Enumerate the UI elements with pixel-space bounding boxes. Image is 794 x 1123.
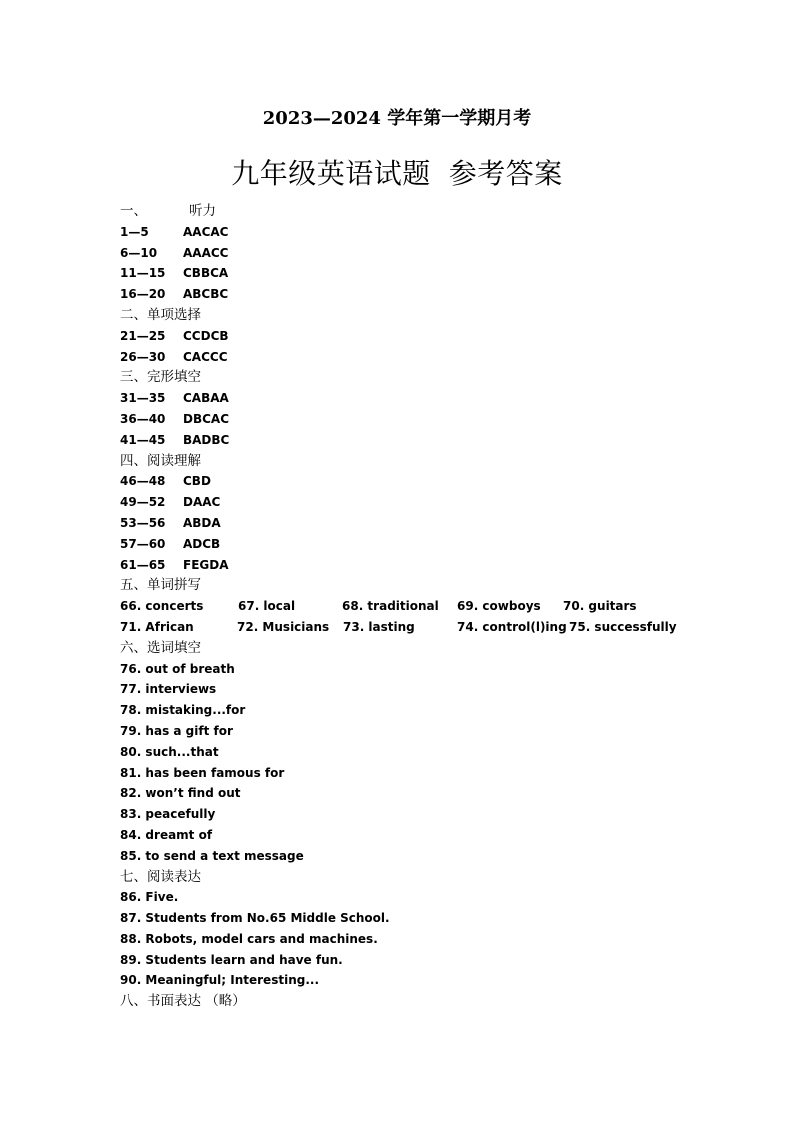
answer-item: 90. Meaningful; Interesting... [120, 973, 319, 988]
answer-row: 16—20 ABCBC [120, 287, 229, 302]
answer-item: 81. has been famous for [120, 765, 285, 780]
answer-row: 53—56 ABDA [120, 515, 221, 530]
answer-row: 21—25 CCDCB [120, 328, 229, 343]
answer-row: 31—35 CABAA [120, 391, 229, 406]
answer-item: 86. Five. [120, 890, 179, 905]
section-heading-reading-expression: 七、阅读表达 [120, 868, 201, 885]
answer-item: 80. such...that [120, 744, 219, 759]
section-heading-spelling: 五、单词拼写 [120, 577, 201, 594]
answer-item: 84. dreamt of [120, 827, 213, 842]
spelling-item: 69. cowboys [457, 599, 541, 614]
answer-item: 78. mistaking...for [120, 703, 246, 718]
answer-key [120, 201, 740, 1012]
answer-item: 77. interviews [120, 682, 217, 697]
answer-item: 85. to send a text message [120, 848, 304, 863]
section-heading-reading: 四、阅读理解 [120, 452, 201, 469]
section-heading-writing: 八、书面表达 （略） [120, 993, 246, 1010]
spelling-row [120, 596, 740, 617]
spelling-item: 68. traditional [342, 599, 439, 614]
answer-row: 61—65 FEGDA [120, 557, 229, 572]
section-heading-word-fill: 六、选词填空 [120, 639, 201, 656]
answer-item: 82. won’t find out [120, 786, 241, 801]
answer-row: 6—10 AAACC [120, 245, 229, 260]
answer-row: 41—45 BADBC [120, 432, 230, 447]
answer-row: 49—52 DAAC [120, 495, 221, 510]
answer-item: 87. Students from No.65 Middle School. [120, 911, 390, 926]
answer-item: 88. Robots, model cars and machines. [120, 931, 378, 946]
spelling-item: 75. successfully [569, 619, 677, 634]
exam-subtitle: 2023—2024 学年第一学期月考 [262, 108, 532, 129]
section-heading-single-choice: 二、单项选择 [120, 306, 201, 323]
spelling-item: 73. lasting [343, 619, 415, 634]
answer-row: 57—60 ADCB [120, 536, 221, 551]
answer-row: 1—5 AACAC [120, 224, 229, 239]
spelling-item: 74. control(l)ing [457, 619, 567, 634]
answer-item: 83. peacefully [120, 807, 216, 822]
spelling-item: 66. concerts [120, 599, 204, 614]
answer-item: 79. has a gift for [120, 723, 233, 738]
answer-item: 76. out of breath [120, 661, 235, 676]
title-sub: 参考答案 [448, 157, 563, 190]
spelling-item: 70. guitars [563, 599, 637, 614]
answer-row: 46—48 CBD [120, 474, 211, 489]
section-heading-cloze: 三、完形填空 [120, 369, 201, 386]
answer-item: 89. Students learn and have fun. [120, 952, 343, 967]
spelling-item: 71. African [120, 619, 194, 634]
spelling-item: 72. Musicians [237, 619, 330, 634]
answer-row: 26—30 CACCC [120, 349, 228, 364]
title-main: 九年级英语试题 [231, 157, 431, 190]
answer-row: 11—15 CBBCA [120, 266, 229, 281]
spelling-row [120, 617, 740, 638]
spelling-item: 67. local [238, 599, 296, 614]
section-heading-listening: 一、 听力 [120, 203, 216, 219]
page-title [0, 152, 794, 192]
answer-row: 36—40 DBCAC [120, 411, 230, 426]
